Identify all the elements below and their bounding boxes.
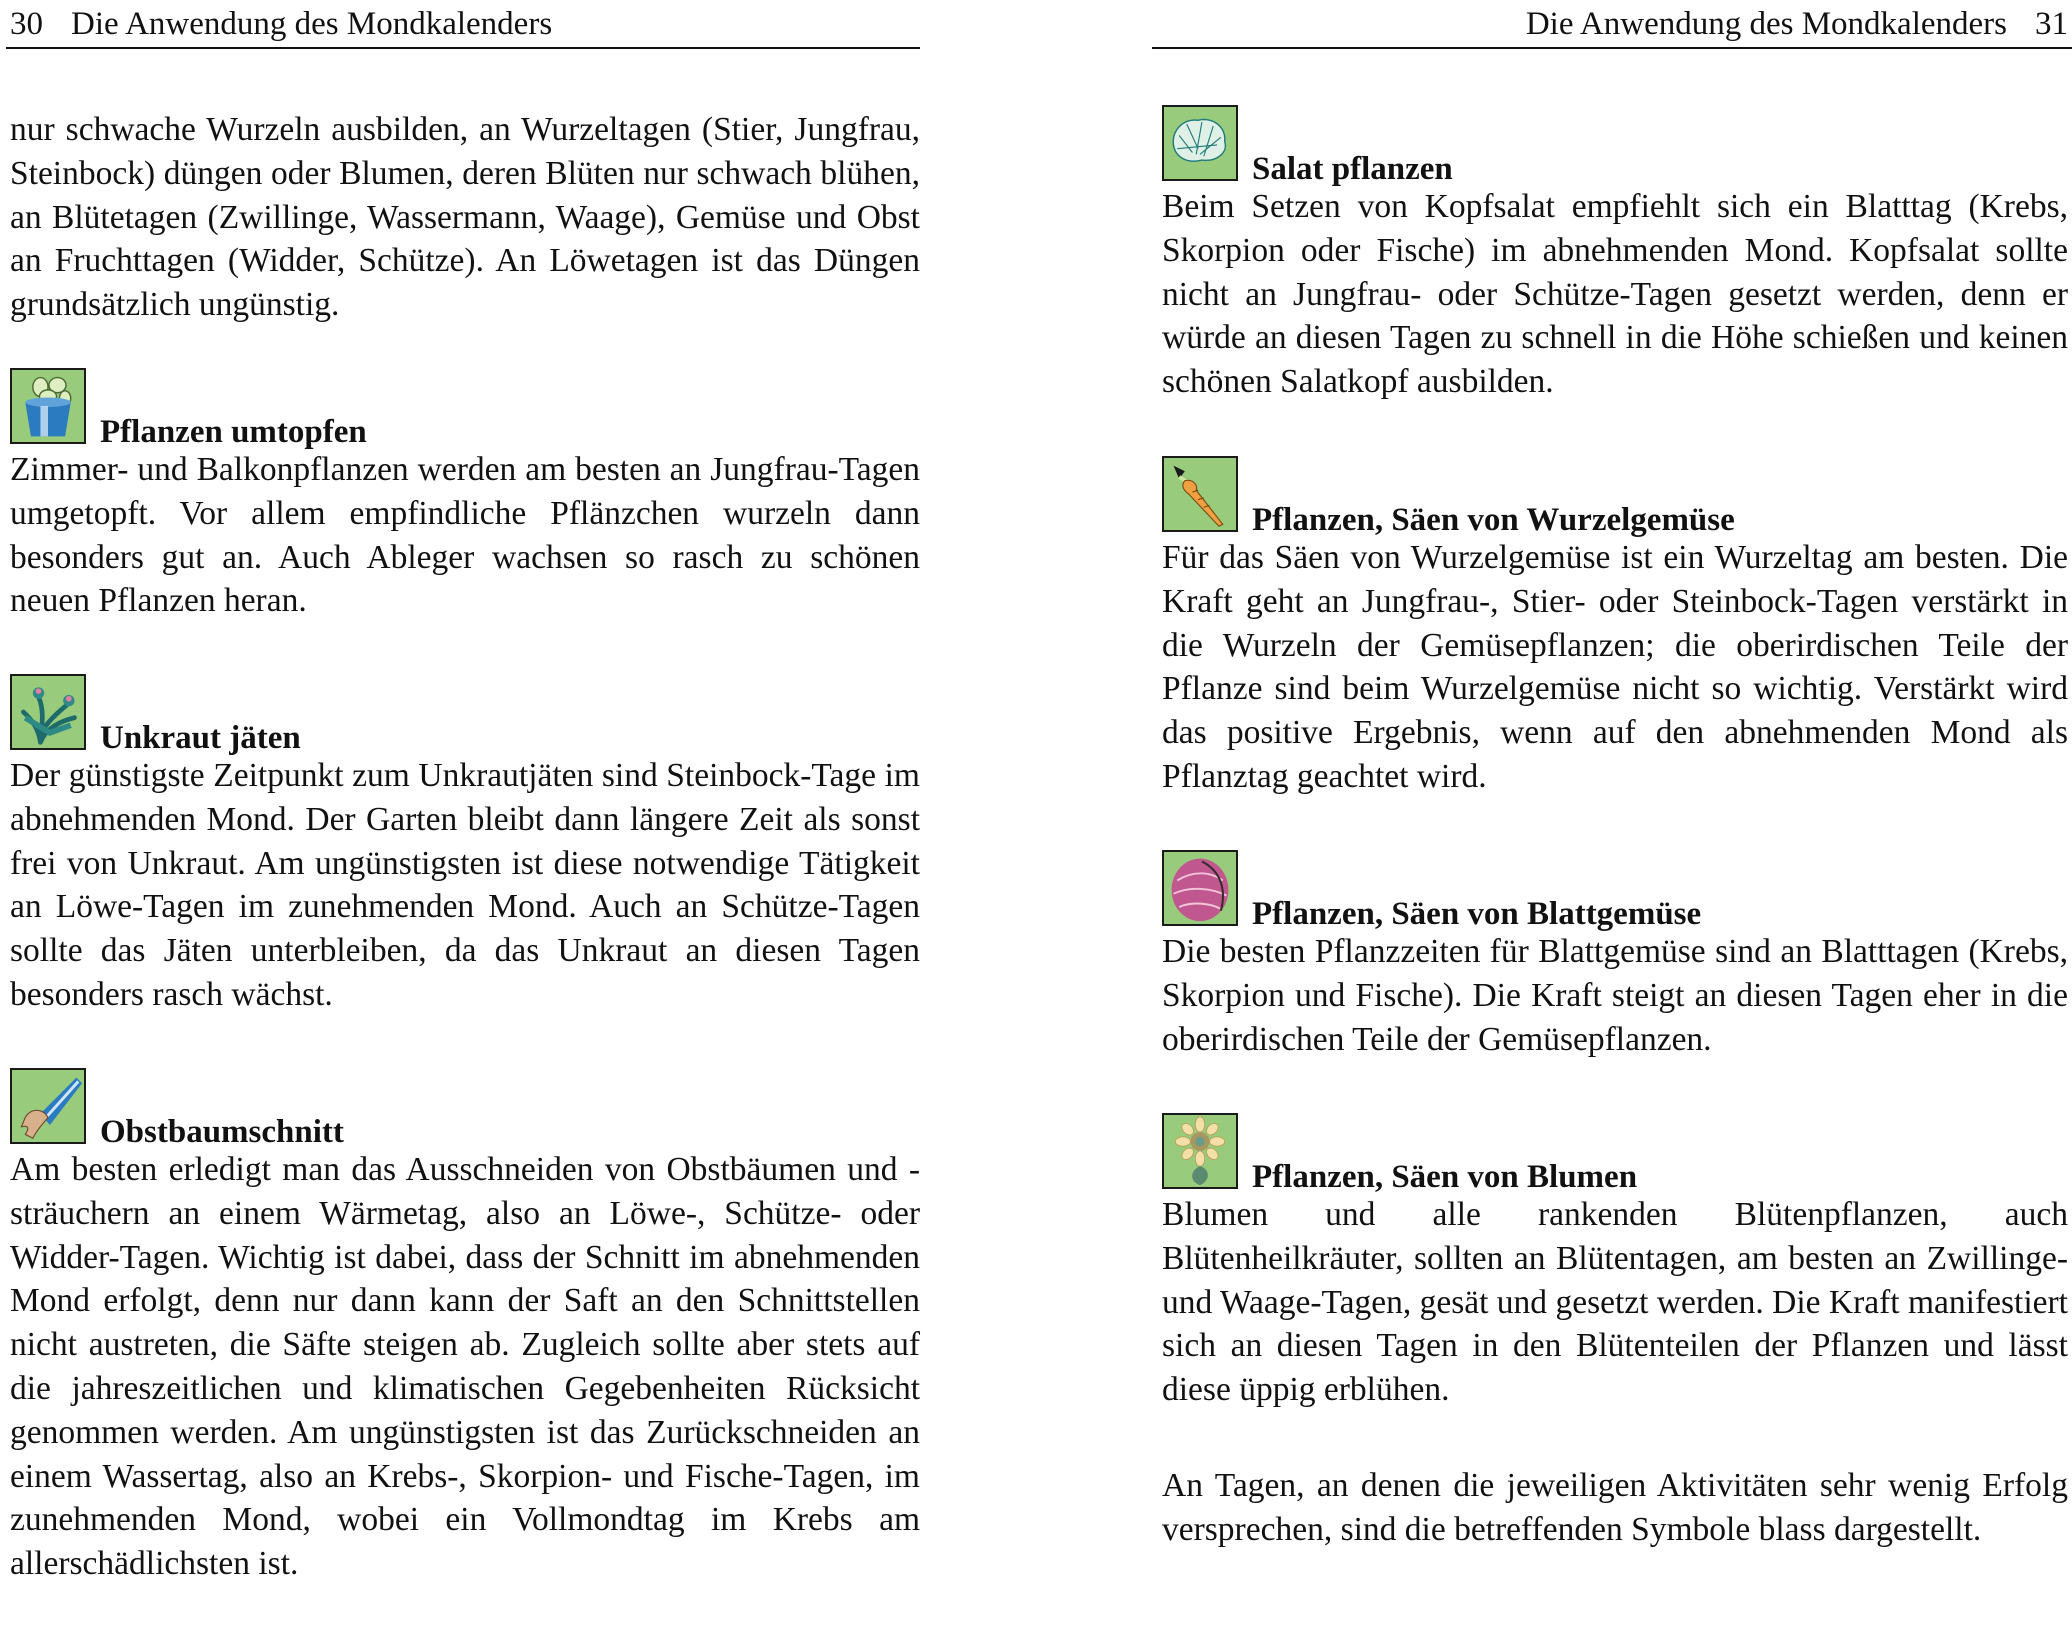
paragraph-text: nur schwache Wurzeln ausbilden, an Wurzeltagen (Stier, Jungfrau, Steinbock) düngen oder Blumen, deren Blüten nur schwach blühen, an Blütetagen (Zwillinge, Wassermann, Waage), Gemüse und Obst an Fruchttagen (Widder, Schütze). An Löwetagen ist das Düngen grundsätzlich ungünstig. [10, 111, 920, 324]
left-page [10, 0, 920, 1637]
section-title: Salat pflanzen [1252, 151, 1453, 187]
section-title: Unkraut jäten [100, 720, 301, 756]
section-title: Pflanzen, Säen von Blattgemüse [1252, 896, 1702, 932]
running-head-title: Die Anwendung des Mondkalenders [1525, 6, 2007, 42]
header-rule [6, 47, 920, 49]
section-heading [1162, 456, 2068, 536]
running-header-left [10, 2, 920, 46]
section-blattgemuese [1162, 850, 2068, 1061]
section-heading [10, 1068, 920, 1148]
section-text: Der günstigste Zeitpunkt zum Unkrautjäten sind Steinbock-Tage im abnehmenden Mond. Der Garten bleibt dann längere Zeit als sonst frei von Unkraut. Am ungünstigsten ist diese notwendige Tätigkeit an Löwe-Tagen im zunehmenden Mond. Auch an Schütze-Tagen sollte das Jäten unterbleiben, da das Unkraut an diesen Tagen besonders rasch wächst. [10, 757, 920, 1013]
section-wurzelgemuese [1162, 456, 2068, 799]
section-title: Obstbaumschnitt [100, 1114, 344, 1150]
section-text: Am besten erledigt man das Ausschneiden von Obstbäumen und -sträuchern an einem Wärmetag, also an Löwe-, Schütze- oder Widder-Tagen. Wichtig ist dabei, dass der Schnitt im abnehmenden Mond erfolgt, denn nur dann kann der Saft an den Schnittstellen nicht austreten, die Säfte steigen ab. Zugleich sollte aber stets auf die jahreszeitlichen und klimatischen Gegebenheiten Rücksicht genommen werden. Am ungünstigsten ist das Zurückschneiden an einem Wassertag, also an Krebs-, Skorpion- und Fische-Tagen, im zunehmenden Mond, wobei ein Vollmondtag im Krebs am allerschädlichsten ist. [10, 1151, 920, 1583]
saw-icon [10, 1068, 86, 1144]
flowerpot-icon [10, 368, 86, 444]
paragraph-text: An Tagen, an denen die jeweiligen Aktivitäten sehr wenig Erfolg versprechen, sind die betreffenden Symbole blass dargestellt. [1162, 1467, 2068, 1548]
section-heading [1162, 105, 2068, 185]
section-title: Pflanzen, Säen von Wurzelgemüse [1252, 502, 1735, 538]
section-text: Zimmer- und Balkonpflanzen werden am besten an Jungfrau-Tagen umgetopft. Vor allem empfindliche Pflänzchen wurzeln dann besonders gut an. Auch Ableger wachsen so rasch zu schönen neuen Pflanzen heran. [10, 451, 920, 620]
section-heading [1162, 850, 2068, 930]
carrot-icon [1162, 456, 1238, 532]
running-head-title: Die Anwendung des Mondkalenders [71, 6, 553, 42]
running-header-right [1162, 2, 2068, 46]
section-title: Pflanzen umtopfen [100, 414, 367, 450]
section-pflanzen-umtopfen [10, 368, 920, 623]
red-cabbage-icon [1162, 850, 1238, 926]
section-text: Blumen und alle rankenden Blütenpflanzen, auch Blütenheilkräuter, sollten an Blütentagen, am besten an Zwillinge- und Waage-Tagen, gesät und gesetzt werden. Die Kraft manifestiert sich an diesen Tagen in den Blütenteilen der Pflanzen und lässt diese üppig erblühen. [1162, 1196, 2068, 1409]
section-title: Pflanzen, Säen von Blumen [1252, 1159, 1638, 1195]
section-heading [1162, 1113, 2068, 1193]
section-text: Für das Säen von Wurzelgemüse ist ein Wurzeltag am besten. Die Kraft geht an Jungfrau-, Stier- oder Steinbock-Tagen verstärkt in die Wurzeln der Gemüsepflanzen; die oberirdischen Teile der Pflanze sind beim Wurzelgemüse nicht so wichtig. Verstärkt wird das positive Ergebnis, wenn auf den abnehmenden Mond als Pflanztag geachtet wird. [1162, 539, 2068, 795]
section-heading [10, 674, 920, 754]
section-heading [10, 368, 920, 448]
section-unkraut-jaeten [10, 674, 920, 1017]
section-obstbaumschnitt [10, 1068, 920, 1586]
right-page [1162, 0, 2068, 1637]
section-blumen [1162, 1113, 2068, 1412]
intro-paragraph [10, 108, 920, 327]
thistle-weed-icon [10, 674, 86, 750]
section-salat-pflanzen [1162, 105, 2068, 404]
page-number: 30 [10, 6, 43, 42]
section-text: Beim Setzen von Kopfsalat empfiehlt sich ein Blatttag (Krebs, Skorpion oder Fische) im abnehmenden Mond. Kopfsalat sollte nicht an Jungfrau- oder Schütze-Tagen gesetzt werden, denn er würde an diesen Tagen zu schnell in die Höhe schießen und keinen schönen Salatkopf ausbilden. [1162, 188, 2068, 401]
section-text: Die besten Pflanzzeiten für Blattgemüse sind an Blatttagen (Krebs, Skorpion und Fische). Die Kraft steigt an diesen Tagen eher in die oberirdischen Teile der Gemüsepflanzen. [1162, 933, 2068, 1058]
closing-paragraph [1162, 1464, 2068, 1552]
sunflower-icon [1162, 1113, 1238, 1189]
page-number: 31 [2035, 6, 2068, 42]
header-rule [1152, 47, 2072, 49]
lettuce-icon [1162, 105, 1238, 181]
